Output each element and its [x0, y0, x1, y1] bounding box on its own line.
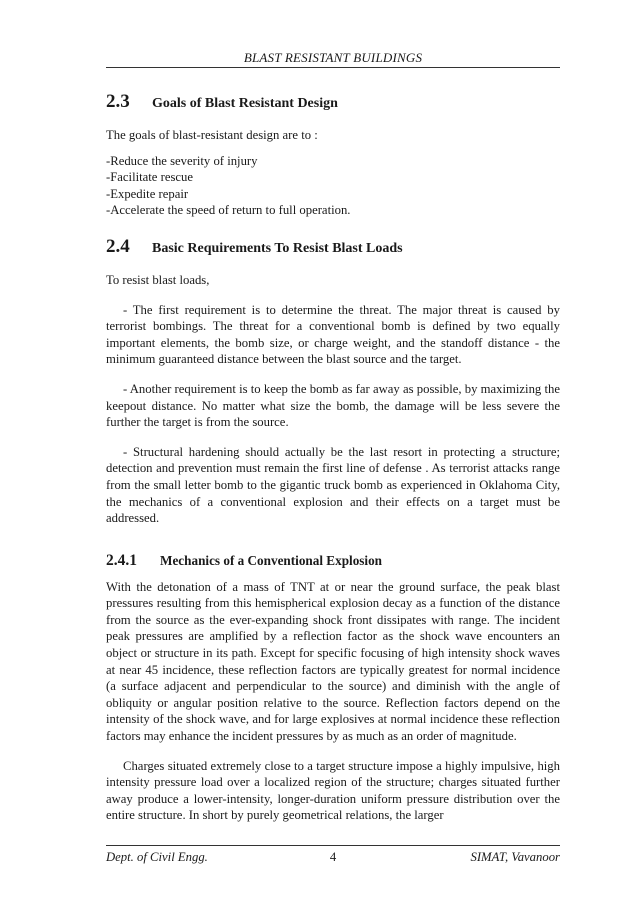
paragraph: - Another requirement is to keep the bomb as far away as possible, by maximizing the keepout distance. No matter what size the bomb, the damage will be less severe the further the target is from the source. [106, 381, 560, 430]
header-rule [106, 67, 560, 68]
paragraph: With the detonation of a mass of TNT at or near the ground surface, the peak blast pressures resulting from this hemispherical explosion decay as a function of the distance from the source as the ever-expanding shock front dissipates with range. The incident peak pressures are amplified by a reflection factor as the shock wave encounters an object or structure in its path. Except for specific focusing of high intensity shock waves at near 45 incidence, these reflection factors are typically greatest for normal incidence (a surface adjacent and perpendicular to the source) and diminish with the angle of obliquity or angular position relative to the source. Reflection factors depend on the intensity of the shock wave, and for large explosives at normal incidence these reflection factors may enhance the incident pressures by as much as an order of magnitude. [106, 579, 560, 744]
subsection-title: Mechanics of a Conventional Explosion [160, 552, 383, 568]
paragraph: Charges situated extremely close to a target structure impose a highly impulsive, high intensity pressure load over a localized region of the structure; charges situated further away produce a lower-intensity, longer-duration uniform pressure distribution over the entire structure. In short by purely geometrical relations, the larger [106, 758, 560, 823]
section-heading-2-3 [106, 91, 560, 118]
requirements-intro: To resist blast loads, [106, 272, 210, 287]
subsection-number: 2.4.1 [106, 551, 137, 569]
goal-item: -Accelerate the speed of return to full operation. [106, 203, 351, 218]
paragraph: - Structural hardening should actually be the last resort in protecting a structure; detection and prevention must remain the first line of defense . As terrorist attacks range from the small letter bomb to the gigantic truck bomb as experienced in Oklahoma City, the mechanics of a conventional explosion and their effects on a target must be addressed. [106, 444, 560, 526]
footer-institution: SIMAT, Vavanoor [470, 850, 560, 864]
paragraph: - The first requirement is to determine the threat. The major threat is caused by terrorist bombings. The threat for a conventional bomb is defined by two equally important elements, the bomb size, or charge weight, and the standoff distance - the minimum guaranteed distance between the blast source and the target. [106, 302, 560, 367]
goals-intro: The goals of blast-resistant design are to : [106, 128, 318, 142]
section-number: 2.3 [106, 91, 130, 112]
subsection-heading-2-4-1 [106, 553, 560, 575]
goal-item: -Expedite repair [106, 186, 189, 201]
section-title: Goals of Blast Resistant Design [152, 96, 338, 111]
running-header: BLAST RESISTANT BUILDINGS [243, 50, 423, 65]
page-number: 4 [329, 850, 337, 864]
page-content [106, 91, 560, 824]
page-footer [106, 850, 560, 865]
footer-department: Dept. of Civil Engg. [106, 850, 208, 864]
section-number: 2.4 [106, 235, 130, 257]
goal-item: -Reduce the severity of injury [106, 153, 258, 168]
document-page [106, 0, 560, 902]
footer-rule [106, 845, 560, 846]
goal-item: -Facilitate rescue [106, 170, 194, 185]
goals-list [106, 153, 560, 219]
section-title: Basic Requirements To Resist Blast Loads [152, 240, 403, 256]
section-heading-2-4 [106, 235, 560, 263]
